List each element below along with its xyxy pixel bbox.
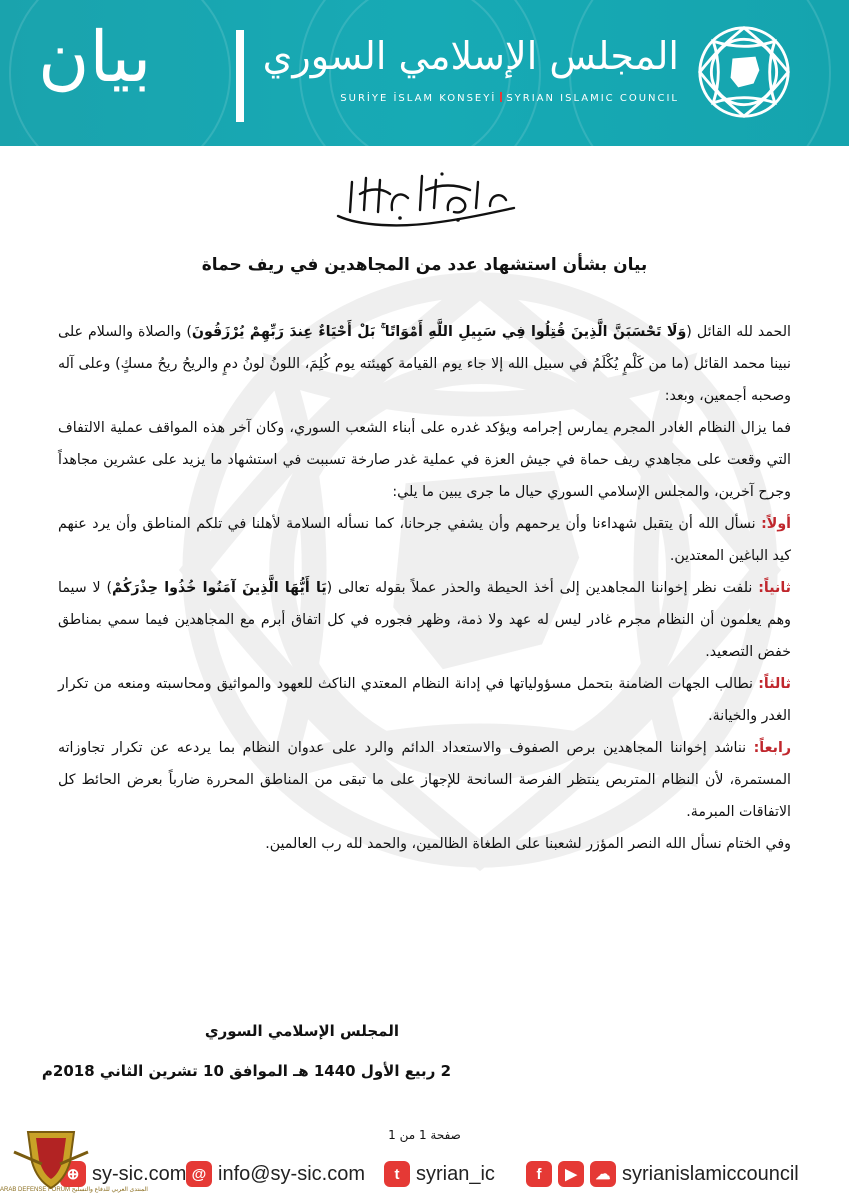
council-name-turkish: SURİYE İSLAM KONSEYİ: [340, 93, 497, 104]
forum-caption: [0, 1186, 148, 1193]
point-3-text: نطالب الجهات الضامنة بتحمل مسؤولياتها في إدانة النظام المعتدي الناكث للعهود والمواثيق ومحاسبته ومنعه من تكرار الغدر والخيانة.: [58, 676, 791, 724]
statement-date: 2 ربيع الأول 1440 هـ الموافق 10 تشرين الثاني 2018م: [41, 1062, 451, 1080]
youtube-icon: ▶: [558, 1161, 584, 1187]
point-3-label: ثالثاً:: [758, 676, 791, 692]
council-name-english: SYRIAN ISLAMIC COUNCIL: [506, 93, 679, 104]
facebook-icon: f: [526, 1161, 552, 1187]
statement-body: [58, 316, 791, 860]
intro-post: ) والصلاة والسلام على نبينا محمد القائل (ما من كَلْمٍ يُكْلَمُ في سبيل الله إلا جاء يوم القيامة كهيئته يوم كُلِمَ، اللونُ لونُ دمٍ والريحُ ريحُ مسكٍ) وعلى آله وصحبه أجمعين، وبعد:: [58, 324, 791, 404]
website-text: sy-sic.com: [92, 1162, 187, 1185]
social-text: syrianislamiccouncil: [622, 1162, 799, 1185]
point-2-label: ثانياً:: [758, 580, 791, 596]
point-1-text: نسأل الله أن يتقبل شهداءنا وأن يرحمهم وأن يشفي جرحانا، كما نسأله السلامة لأهلنا في تلكم المناطق وأن يرد عنهم كيد الباغين المعتدين.: [58, 516, 791, 564]
council-name-latin: [340, 92, 679, 104]
header-banner: [0, 0, 849, 146]
point-3: [58, 668, 791, 732]
email-text: info@sy-sic.com: [218, 1162, 365, 1185]
point-2: [58, 572, 791, 668]
twitter-text: syrian_ic: [416, 1162, 495, 1185]
point-2-pre: نلفت نظر إخواننا المجاهدين إلى أخذ الحيطة والحذر عملاً بقوله تعالى (: [326, 580, 759, 596]
point-4-text: نناشد إخواننا المجاهدين برص الصفوف والاستعداد الدائم والرد على عدوان النظام بما يردعه عن تكرار تجاوزاته المستمرة، لأن النظام المتربص ينتظر الفرصة السانحة للإجهاز على ما تبقى من المناطق المحررة ضارباً بعرض الحائط كل الاتفاقات المبرمة.: [58, 740, 791, 820]
point-1-label: أولاً:: [761, 516, 791, 532]
closing-paragraph: وفي الختام نسأل الله النصر المؤزر لشعبنا على الطغاة الظالمين، والحمد لله رب العالمين.: [265, 836, 791, 852]
header-divider: [236, 30, 244, 122]
basmala-calligraphy-icon: [330, 168, 520, 234]
footer-social[interactable]: [526, 1158, 799, 1190]
forum-name-ar: المنتدى العربي للدفاع والتسليح: [71, 1187, 148, 1193]
point-1: [58, 508, 791, 572]
forum-name: ARAB DEFENSE FORUM: [0, 1187, 71, 1193]
intro-verse: وَلَا تَحْسَبَنَّ الَّذِينَ قُتِلُوا فِي سَبِيلِ اللَّهِ أَمْوَاتًا ۚ بَلْ أَحْيَاءٌ عِندَ رَبِّهِمْ يُرْزَقُونَ: [191, 324, 687, 340]
point-4-label: رابعاً:: [753, 740, 791, 756]
footer: [0, 1158, 849, 1190]
page-number: صفحة 1 من 1: [388, 1128, 461, 1142]
intro-paragraph: [58, 316, 791, 412]
council-logo-icon: [696, 24, 792, 120]
twitter-icon: t: [384, 1161, 410, 1187]
bayan-title: بيان: [38, 16, 152, 98]
point-2-post: ) لا سيما وهم يعلمون أن النظام مجرم غادر ليس له عهد ولا ذمة، وظهر فجوره في كل اتفاق أبرم مع المجاهدين فيما سمي بمناطق خفض التصعيد.: [58, 580, 791, 660]
footer-email[interactable]: [186, 1158, 365, 1190]
globe-icon: ⊕: [60, 1161, 86, 1187]
intro-pre: الحمد لله القائل (: [686, 324, 791, 340]
statement-title: بيان بشأن استشهاد عدد من المجاهدين في ريف حماة: [201, 255, 648, 275]
at-icon: @: [186, 1161, 212, 1187]
point-4: [58, 732, 791, 828]
signature: المجلس الإسلامي السوري: [204, 1022, 399, 1040]
main-paragraph: فما يزال النظام الغادر المجرم يمارس إجرامه ويؤكد غدره على أبناء الشعب السوري، وكان آخر هذه المواقف عملية الالتفاف التي وقعت على مجاهدي ريف حماة في جيش العزة في عملية غدر صارخة تسببت في استشهاد ما يزيد على عشرين مجاهداً وجرح آخرين، والمجلس الإسلامي السوري حيال ما جرى يبين ما يلي:: [58, 420, 791, 500]
footer-twitter[interactable]: [384, 1158, 495, 1190]
name-separator: [500, 92, 502, 102]
soundcloud-icon: ☁: [590, 1161, 616, 1187]
council-name-arabic: المجلس الإسلامي السوري: [262, 34, 679, 78]
point-2-verse: يَا أَيُّهَا الَّذِينَ آمَنُوا خُذُوا حِذْرَكُمْ: [112, 580, 327, 596]
